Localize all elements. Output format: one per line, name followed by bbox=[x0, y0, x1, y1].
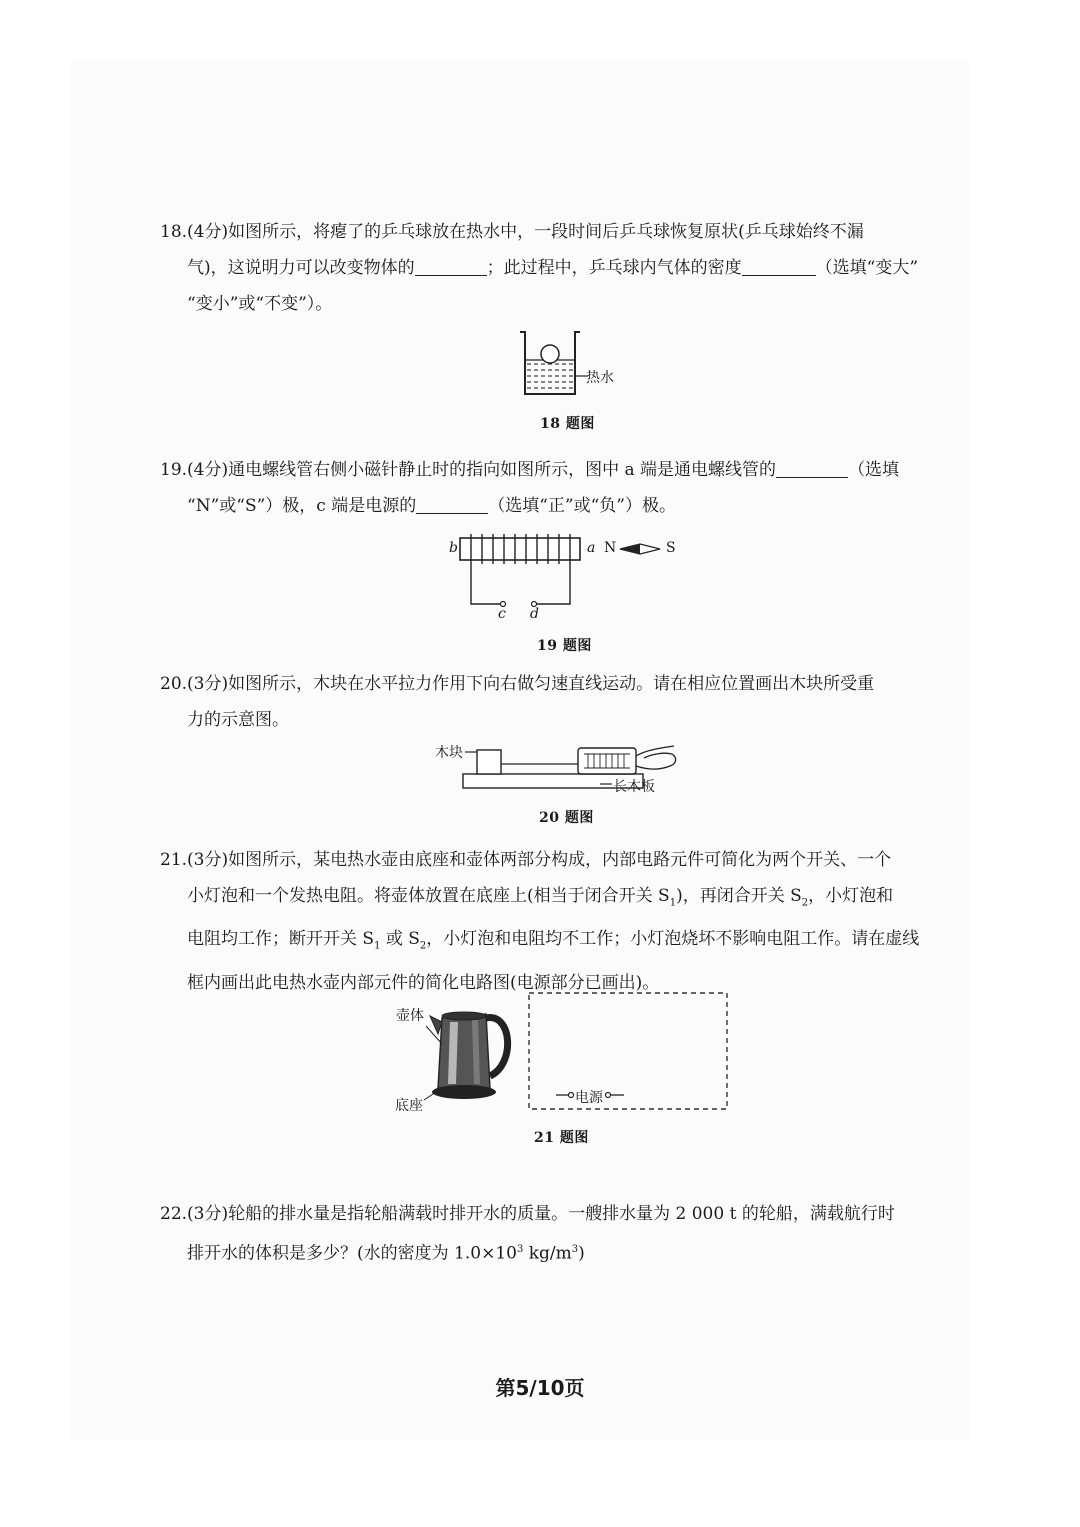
q22-line2 bbox=[160, 1232, 895, 1272]
q21-subscript: 1 bbox=[374, 940, 381, 952]
label-N: N bbox=[604, 540, 617, 556]
caption-20: 20 题图 bbox=[539, 810, 594, 826]
q18-line1: 18.(4分)如图所示，将瘪了的乒乓球放在热水中，一段时间后乒乓球恢复原状(乒乓球始终不漏 bbox=[160, 222, 864, 242]
kettle-base bbox=[432, 1085, 496, 1099]
q19-text: （选填“正”或“负”）极。 bbox=[488, 496, 676, 516]
q21-line2 bbox=[160, 878, 919, 921]
q18-line3: “变小”或“不变”）。 bbox=[187, 294, 333, 314]
q20-line1: 20.(3分)如图所示，木块在水平拉力作用下向右做匀速直线运动。请在相应位置画出木块所受重 bbox=[160, 674, 875, 694]
label-wood-block: 木块 bbox=[435, 745, 463, 761]
label-c: c bbox=[498, 606, 506, 622]
question-18 bbox=[160, 214, 918, 322]
kettle-figure bbox=[420, 1004, 520, 1104]
q19-text: “N”或“S”）极，c 端是电源的 bbox=[187, 496, 417, 516]
wood-block bbox=[477, 750, 501, 774]
q21-text: 或 S bbox=[380, 929, 420, 950]
q18-line2 bbox=[160, 250, 918, 286]
q21-line3 bbox=[160, 921, 919, 964]
q21-text: )，再闭合开关 S bbox=[676, 886, 802, 906]
label-b: b bbox=[449, 540, 458, 556]
q21-text: 电阻均工作；断开开关 S bbox=[187, 929, 375, 950]
question-22 bbox=[160, 1196, 895, 1272]
beaker-figure bbox=[515, 328, 595, 398]
answer-blank[interactable] bbox=[742, 255, 816, 276]
label-power-source: 电源 bbox=[575, 1090, 603, 1106]
q22-superscript: 3 bbox=[516, 1244, 524, 1255]
solenoid-figure bbox=[455, 530, 695, 620]
label-kettle-base: 底座 bbox=[395, 1098, 423, 1114]
spring-scale bbox=[578, 748, 636, 774]
q21-text: ，小灯泡和 bbox=[808, 886, 894, 906]
q19-line2 bbox=[160, 488, 899, 524]
question-19 bbox=[160, 452, 899, 524]
q21-line4: 框内画出此电热水壶内部元件的简化电路图(电源部分已画出)。 bbox=[187, 972, 660, 993]
answer-blank[interactable] bbox=[416, 493, 488, 514]
q21-subscript: 1 bbox=[669, 897, 677, 909]
circuit-answer-box[interactable] bbox=[528, 992, 728, 1110]
wood-block-figure bbox=[460, 740, 700, 794]
q18-text: （选填“变大” bbox=[815, 258, 919, 278]
ping-pong-ball bbox=[541, 345, 559, 363]
q22-text: 排开水的体积是多少？(水的密度为 1.0×10 bbox=[187, 1243, 517, 1264]
q22-line1: 22.(3分)轮船的排水量是指轮船满载时排开水的质量。一艘排水量为 2 000 t 的轮船，满载航行时 bbox=[160, 1204, 895, 1224]
page-number: 第5/10页 bbox=[495, 1376, 585, 1400]
caption-21: 21 题图 bbox=[534, 1130, 589, 1146]
question-20 bbox=[160, 666, 874, 738]
label-kettle-body: 壶体 bbox=[396, 1008, 424, 1024]
label-a: a bbox=[587, 540, 596, 556]
q22-text: kg/m bbox=[523, 1243, 572, 1264]
hand-icon bbox=[636, 746, 676, 769]
label-S: S bbox=[666, 540, 676, 556]
q19-line1 bbox=[160, 452, 899, 488]
q21-subscript: 2 bbox=[419, 940, 427, 952]
q21-subscript: 2 bbox=[801, 897, 809, 909]
q18-text: 气)，这说明力可以改变物体的 bbox=[187, 258, 415, 278]
q22-superscript: 3 bbox=[571, 1244, 579, 1255]
label-hot-water: 热水 bbox=[586, 370, 614, 386]
caption-18: 18 题图 bbox=[540, 416, 595, 432]
q22-text: ) bbox=[578, 1243, 585, 1264]
answer-blank[interactable] bbox=[776, 457, 848, 478]
label-long-board: 长木板 bbox=[613, 779, 655, 795]
q20-line2: 力的示意图。 bbox=[187, 710, 289, 730]
q21-line1: 21.(3分)如图所示，某电热水壶由底座和壶体两部分构成，内部电路元件可简化为两个开关、一个 bbox=[160, 850, 892, 870]
caption-19: 19 题图 bbox=[537, 638, 592, 654]
q19-text: 19.(4分)通电螺线管右侧小磁针静止时的指向如图所示，图中 a 端是通电螺线管的 bbox=[160, 460, 777, 480]
label-d: d bbox=[530, 606, 539, 622]
question-21 bbox=[160, 842, 919, 1001]
q21-text: 小灯泡和一个发热电阻。将壶体放置在底座上(相当于闭合开关 S bbox=[187, 886, 670, 906]
q19-text: （选填 bbox=[848, 460, 900, 480]
q21-text: ，小灯泡和电阻均不工作；小灯泡烧坏不影响电阻工作。请在虚线 bbox=[426, 929, 920, 950]
q18-text: ；此过程中，乒乓球内气体的密度 bbox=[486, 258, 742, 278]
answer-blank[interactable] bbox=[415, 255, 487, 276]
